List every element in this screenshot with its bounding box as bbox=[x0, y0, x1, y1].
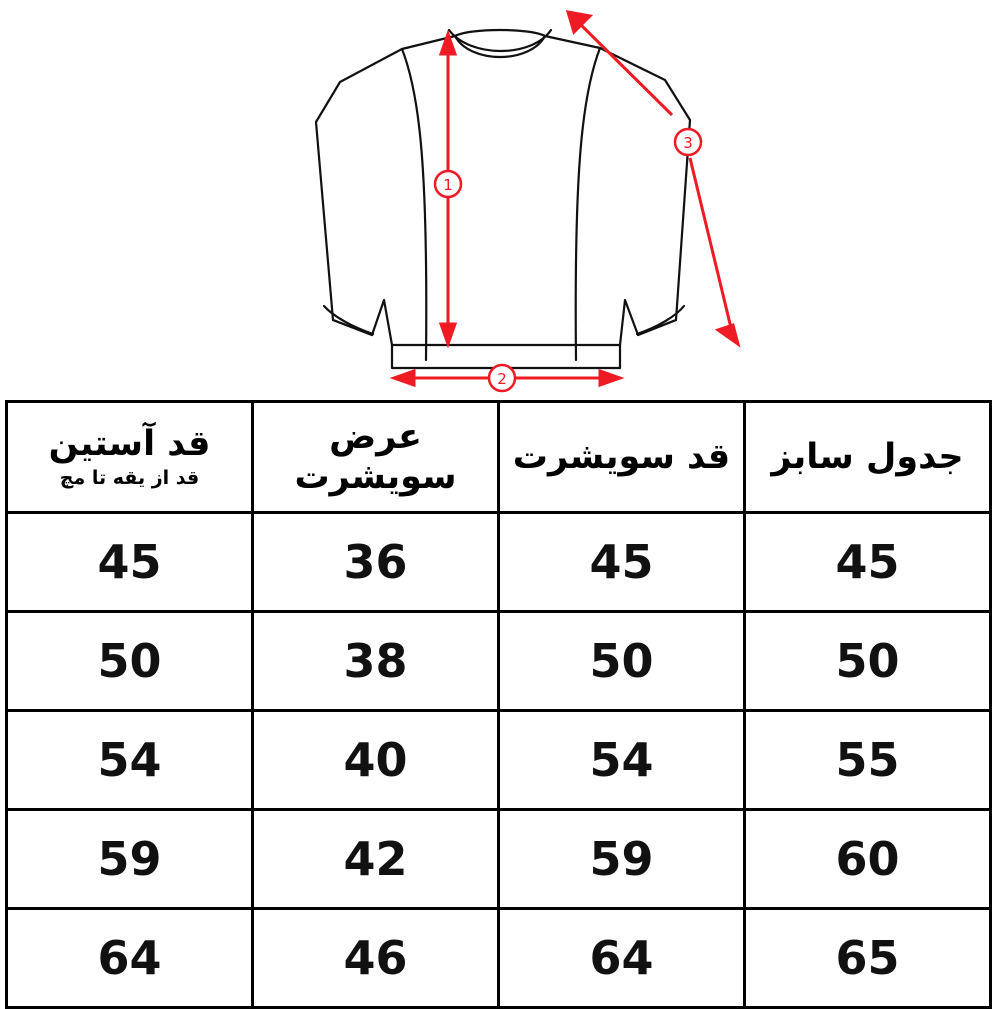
cell-size: 50 bbox=[745, 612, 991, 711]
table-header-length bbox=[499, 402, 745, 513]
cell-length: 50 bbox=[499, 612, 745, 711]
cell-width: 46 bbox=[253, 909, 499, 1008]
table-row bbox=[7, 909, 991, 1008]
cell-sleeve: 50 bbox=[7, 612, 253, 711]
measure-arrows bbox=[394, 12, 738, 391]
cell-size: 45 bbox=[745, 513, 991, 612]
cell-width: 38 bbox=[253, 612, 499, 711]
cell-sleeve: 64 bbox=[7, 909, 253, 1008]
table-row bbox=[7, 810, 991, 909]
table-row bbox=[7, 513, 991, 612]
size-table bbox=[5, 400, 992, 1009]
cell-sleeve: 59 bbox=[7, 810, 253, 909]
width-arrowhead-left bbox=[394, 371, 414, 385]
cell-width: 36 bbox=[253, 513, 499, 612]
table-row bbox=[7, 612, 991, 711]
marker-2-label: 2 bbox=[497, 370, 507, 388]
marker-1-label: 1 bbox=[443, 176, 453, 194]
size-table-container bbox=[8, 400, 992, 1009]
table-header-row bbox=[7, 402, 991, 513]
cell-length: 54 bbox=[499, 711, 745, 810]
table-header-sleeve-subtitle: قد از یقه تا مچ bbox=[59, 467, 200, 490]
cell-size: 65 bbox=[745, 909, 991, 1008]
marker-3-label: 3 bbox=[683, 134, 693, 152]
cell-sleeve: 54 bbox=[7, 711, 253, 810]
cell-size: 60 bbox=[745, 810, 991, 909]
width-arrowhead-right bbox=[600, 371, 620, 385]
cell-width: 42 bbox=[253, 810, 499, 909]
length-arrowhead-bottom bbox=[441, 324, 455, 344]
sleeve-arrow-upper bbox=[578, 22, 672, 115]
table-header-size-title: جدول سابز bbox=[771, 436, 964, 477]
cell-sleeve: 45 bbox=[7, 513, 253, 612]
sweatshirt-outline bbox=[316, 30, 690, 368]
cell-length: 59 bbox=[499, 810, 745, 909]
cell-width: 40 bbox=[253, 711, 499, 810]
table-header-sleeve bbox=[7, 402, 253, 513]
sleeve-arrow-lower bbox=[690, 158, 732, 332]
table-row bbox=[7, 711, 991, 810]
sweatshirt-diagram bbox=[0, 0, 1000, 400]
sleeve-arrowhead-bottom bbox=[718, 325, 738, 344]
table-header-sleeve-title: قد آستین bbox=[48, 423, 211, 464]
cell-length: 45 bbox=[499, 513, 745, 612]
table-header-width bbox=[253, 402, 499, 513]
table-header-width-title: عرض سویشرت bbox=[294, 416, 457, 497]
table-header-length-title: قد سویشرت bbox=[512, 436, 731, 477]
table-header-size bbox=[745, 402, 991, 513]
cell-length: 64 bbox=[499, 909, 745, 1008]
cell-size: 55 bbox=[745, 711, 991, 810]
